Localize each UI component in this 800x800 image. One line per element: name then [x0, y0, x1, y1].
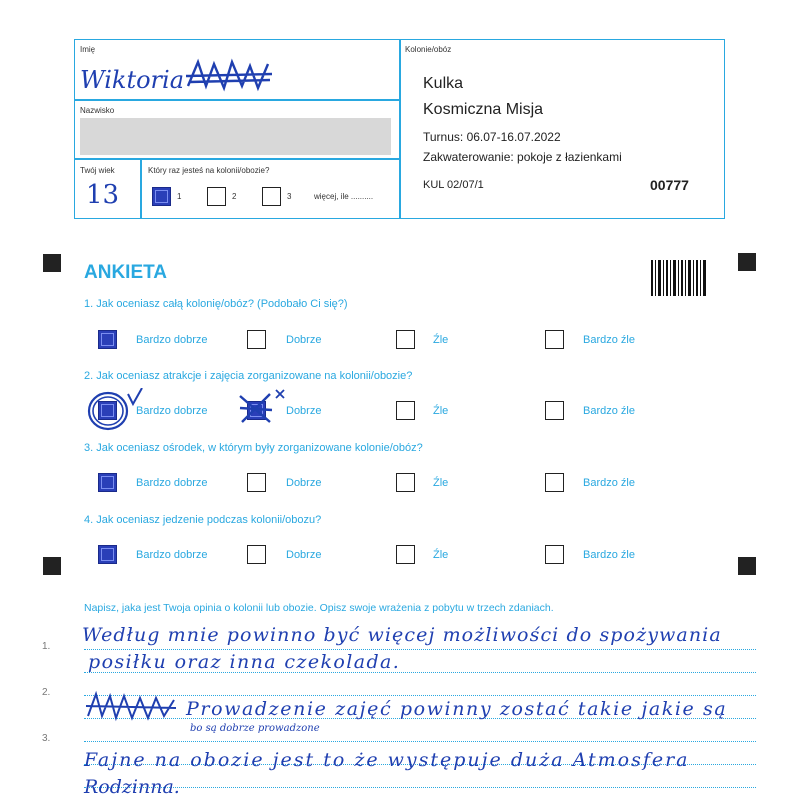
q2-option-good: Dobrze: [286, 405, 322, 417]
camp-program: Kosmiczna Misja: [423, 101, 544, 118]
camp-name: Kulka: [423, 75, 464, 92]
times-option-1: 1: [177, 192, 182, 201]
line-number-1: 1.: [42, 641, 51, 652]
writing-line-7: [84, 787, 756, 788]
q2-option-bad: Źle: [433, 405, 449, 417]
times-option-2: 2: [232, 192, 237, 201]
name-label: Imię: [80, 45, 96, 54]
q2-cross-mark: [236, 388, 286, 433]
camp-code: KUL 02/07/1: [423, 179, 484, 191]
q4-option-very-good: Bardzo dobrze: [136, 549, 208, 561]
q3-checkbox-good[interactable]: [247, 473, 266, 492]
handwriting-line-2[interactable]: posiłku oraz inna czekolada.: [88, 651, 401, 673]
times-label: Który raz jesteś na kolonii/obozie?: [148, 166, 270, 175]
corner-marker-bottom-left: [43, 557, 61, 575]
q3-option-very-good: Bardzo dobrze: [136, 477, 208, 489]
q3-option-good: Dobrze: [286, 477, 322, 489]
age-divider: [140, 158, 142, 219]
question-1: 1. Jak oceniasz całą kolonię/obóz? (Podobało Ci się?): [84, 298, 348, 310]
q4-checkbox-bad[interactable]: [396, 545, 415, 564]
line-number-3: 3.: [42, 733, 51, 744]
q1-option-very-good: Bardzo dobrze: [136, 334, 208, 346]
handwriting-line-1[interactable]: Według mnie powinno być więcej możliwości do spożywania: [82, 624, 722, 646]
q4-option-good: Dobrze: [286, 549, 322, 561]
q1-option-good: Dobrze: [286, 334, 322, 346]
handwriting-scribble: [84, 690, 180, 729]
q3-option-bad: Źle: [433, 477, 449, 489]
handwriting-line-3b[interactable]: bo są dobrze prowadzone: [190, 723, 320, 734]
age-value[interactable]: 13: [86, 180, 120, 210]
name-value[interactable]: Wiktoria: [80, 66, 185, 94]
times-checkbox-1[interactable]: [152, 187, 171, 206]
q2-option-very-bad: Bardzo źle: [583, 405, 635, 417]
opinion-prompt: Napisz, jaka jest Twoja opinia o kolonii lub obozie. Opisz swoje wrażenia z pobytu w trzech zdaniach.: [84, 602, 554, 614]
q3-checkbox-bad[interactable]: [396, 473, 415, 492]
question-2: 2. Jak oceniasz atrakcje i zajęcia zorganizowane na kolonii/obozie?: [84, 370, 413, 382]
corner-marker-bottom-right: [738, 557, 756, 575]
camp-label: Kolonie/obóz: [405, 45, 452, 54]
q4-checkbox-very-bad[interactable]: [545, 545, 564, 564]
q1-option-bad: Źle: [433, 334, 449, 346]
corner-marker-top-left: [43, 254, 61, 272]
q3-checkbox-very-good[interactable]: [98, 473, 117, 492]
writing-line-5: [84, 741, 756, 742]
q1-option-very-bad: Bardzo źle: [583, 334, 635, 346]
question-4: 4. Jak oceniasz jedzenie podczas kolonii/obozu?: [84, 514, 322, 526]
handwriting-line-4[interactable]: Fajne na obozie jest to że występuje duża Atmosfera: [84, 749, 690, 771]
handwriting-line-5[interactable]: Rodzinna.: [84, 776, 180, 798]
q4-checkbox-good[interactable]: [247, 545, 266, 564]
q3-option-very-bad: Bardzo źle: [583, 477, 635, 489]
q1-checkbox-very-bad[interactable]: [545, 330, 564, 349]
turnus: Turnus: 06.07-16.07.2022: [423, 130, 561, 144]
handwriting-line-3[interactable]: Prowadzenie zajęć powinny zostać takie jakie są: [186, 698, 728, 720]
q1-checkbox-bad[interactable]: [396, 330, 415, 349]
surname-label: Nazwisko: [80, 106, 115, 115]
surname-redacted: [80, 118, 391, 155]
q4-option-very-bad: Bardzo źle: [583, 549, 635, 561]
barcode: [651, 260, 707, 301]
line-number-2: 2.: [42, 687, 51, 698]
times-more: więcej, ile ..........: [314, 192, 374, 201]
accommodation: Zakwaterowanie: pokoje z łazienkami: [423, 150, 622, 164]
q4-option-bad: Źle: [433, 549, 449, 561]
q2-checkbox-very-bad[interactable]: [545, 401, 564, 420]
times-option-3: 3: [287, 192, 292, 201]
q2-checkbox-bad[interactable]: [396, 401, 415, 420]
q2-option-very-good: Bardzo dobrze: [136, 405, 208, 417]
question-3: 3. Jak oceniasz ośrodek, w którym były zorganizowane kolonie/obóz?: [84, 442, 423, 454]
writing-line-3: [84, 695, 756, 696]
q1-checkbox-very-good[interactable]: [98, 330, 117, 349]
q4-checkbox-very-good[interactable]: [98, 545, 117, 564]
camp-number: 00777: [650, 177, 689, 193]
writing-line-1: [84, 649, 756, 650]
header-divider: [399, 39, 401, 219]
name-scribble: [184, 56, 276, 101]
times-checkbox-2[interactable]: [207, 187, 226, 206]
corner-marker-top-right: [738, 253, 756, 271]
q3-checkbox-very-bad[interactable]: [545, 473, 564, 492]
times-checkbox-3[interactable]: [262, 187, 281, 206]
surname-divider: [74, 158, 399, 160]
age-label: Twój wiek: [80, 166, 115, 175]
q1-checkbox-good[interactable]: [247, 330, 266, 349]
survey-title: ANKIETA: [84, 262, 168, 283]
